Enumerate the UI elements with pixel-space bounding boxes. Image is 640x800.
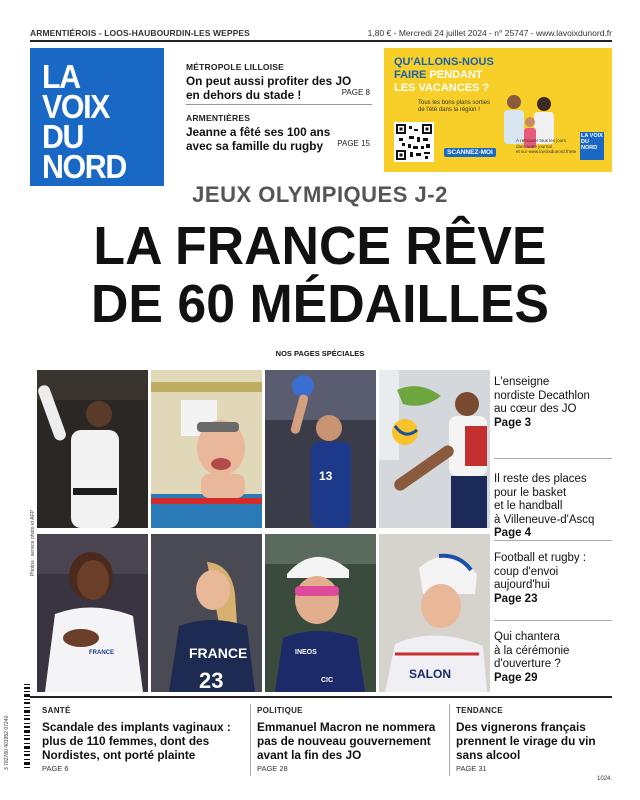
bottom-title-line: Emmanuel Macron ne nommera	[257, 720, 436, 734]
qr-code[interactable]	[394, 122, 434, 162]
promo-find-line: dans votre journal	[516, 143, 552, 149]
side-item-line: Football et rugby :	[494, 552, 587, 564]
photo-volleyball[interactable]	[379, 370, 490, 528]
bottom-title-line: Des vignerons français	[456, 720, 586, 734]
bottom-column-divider	[449, 704, 450, 776]
issue-info: 1,80 € - Mercredi 24 juillet 2024 - n° 25747 - www.lavoixdunord.fr	[367, 28, 612, 38]
promo-subtitle-line: Tous les bons plans sorties	[418, 100, 491, 106]
side-item-football-rugby[interactable]	[494, 552, 612, 605]
side-item-ceremony[interactable]	[494, 631, 612, 684]
side-divider	[494, 540, 612, 541]
track-cyclist-figure	[379, 534, 490, 692]
side-item-line: aujourd'hui	[494, 579, 550, 591]
logo-word-la: LA	[42, 58, 80, 95]
photo-track-cyclist[interactable]	[379, 534, 490, 692]
promo-title-highlight: PENDANT	[429, 69, 483, 81]
side-item-page: Page 23	[494, 592, 538, 605]
bottom-story-sante[interactable]	[42, 706, 232, 773]
bottom-title-line: prennent le virage du vin	[456, 734, 596, 748]
side-item-page: Page 4	[494, 527, 532, 539]
side-item-page: Page 3	[494, 416, 532, 429]
side-item-line: nordiste Decathlon	[494, 389, 590, 402]
promo-title-line: QU'ALLONS-NOUS	[394, 56, 494, 68]
promo-underline	[384, 168, 612, 172]
bottom-kicker: POLITIQUE	[257, 706, 303, 715]
bottom-title-line: sans alcool	[456, 748, 521, 762]
teaser-title-line: Jeanne a fêté ses 100 ans	[186, 125, 331, 139]
bottom-page: PAGE 6	[42, 764, 69, 773]
judo-woman-figure	[37, 534, 148, 692]
salon-text: SALON	[409, 667, 451, 681]
teaser-page: PAGE 8	[341, 88, 370, 97]
teaser-divider	[186, 104, 372, 105]
bottom-title-line: Nordistes, ont porté plainte	[42, 748, 196, 762]
barcode-number: 3 782780 401952 07240	[4, 715, 10, 770]
photo-swimmer[interactable]	[151, 370, 262, 528]
side-item-line: Il reste des places	[494, 473, 587, 485]
photo-cyclist[interactable]	[265, 534, 376, 692]
jersey-number-13: 13	[319, 469, 333, 483]
judo-figure	[37, 370, 148, 528]
side-item-decathlon[interactable]	[494, 376, 612, 429]
bottom-kicker: TENDANCE	[456, 706, 503, 715]
bottom-story-politique[interactable]	[257, 706, 447, 773]
side-item-page: Page 29	[494, 671, 538, 684]
edition-label: ARMENTIÉROIS - LOOS-HAUBOURDIN-LES WEPPES	[30, 28, 250, 38]
promo-subtitle-line: de l'été dans la région !	[418, 107, 480, 113]
cyclist-figure	[265, 534, 376, 692]
photo-judo-woman[interactable]	[37, 534, 148, 692]
judo-gi-text: FRANCE	[89, 650, 114, 656]
bottom-kicker: SANTÉ	[42, 706, 71, 715]
side-item-line: L'enseigne	[494, 376, 550, 388]
jersey-number-23: 23	[199, 668, 224, 692]
promo-title-part: FAIRE	[394, 69, 430, 81]
special-pages-label: NOS PAGES SPÉCIALES	[275, 349, 365, 358]
teaser-kicker: MÉTROPOLE LILLOISE	[186, 62, 285, 72]
promo-find-line: et sur www.lavoixdunord.fr/ete	[516, 149, 577, 154]
bottom-title-line: avant la fin des JO	[257, 748, 362, 762]
logo-word-voix: VOIX	[42, 88, 110, 125]
bottom-title-line: plus de 110 femmes, dont des	[42, 734, 210, 748]
promo-title-line: LES VACANCES ?	[394, 82, 490, 94]
logo-word-du: DU	[42, 118, 84, 155]
bottom-page: PAGE 31	[456, 764, 487, 773]
top-info-bar	[30, 26, 612, 42]
teaser-title-line: avec sa famille du rugby	[186, 139, 324, 153]
bottom-title-line: pas de nouveau gouvernement	[257, 734, 431, 748]
edition-code: 1024.	[596, 776, 612, 782]
basketball-figure	[151, 534, 262, 692]
promo-find-line: À retrouver tous les jours	[516, 138, 567, 143]
scan-me-label: SCANNEZ-MOI	[444, 148, 496, 157]
side-item-line: Qui chantera	[494, 631, 560, 643]
photo-judo-teddy-riner[interactable]	[37, 370, 148, 528]
promo-find-text	[516, 138, 580, 155]
side-divider	[494, 458, 612, 459]
teaser-title-line: en dehors du stade !	[186, 88, 302, 102]
olympics-kicker: JEUX OLYMPIQUES J-2	[192, 182, 448, 207]
handball-figure	[265, 370, 376, 528]
jersey-france: FRANCE	[189, 645, 248, 661]
teaser-metropole[interactable]	[186, 62, 372, 102]
teaser-armentieres[interactable]	[186, 113, 372, 153]
bottom-title-line: Scandale des implants vaginaux :	[42, 720, 231, 734]
side-item-line: à Villeneuve-d'Ascq	[494, 513, 595, 526]
promo-title	[394, 56, 494, 95]
promo-title-line	[394, 69, 494, 82]
side-item-line: pour le basket	[494, 486, 567, 499]
barcode-icon	[18, 682, 30, 770]
teaser-kicker: ARMENTIÈRES	[186, 113, 251, 123]
side-item-line: à la cérémonie	[494, 644, 570, 657]
volleyball-figure	[379, 370, 490, 528]
photo-credit: Photos : service photo et AFP	[30, 510, 36, 576]
side-item-line: et le handball	[494, 500, 563, 512]
photo-handball[interactable]	[265, 370, 376, 528]
side-item-basket-handball[interactable]	[494, 473, 612, 539]
photo-basketball[interactable]	[151, 534, 262, 692]
teaser-page: PAGE 15	[337, 139, 370, 148]
bottom-page: PAGE 28	[257, 764, 288, 773]
mini-logo: LA VOIX DU NORD	[580, 132, 604, 160]
bottom-divider	[30, 696, 612, 698]
bottom-column-divider	[250, 704, 251, 776]
teaser-title-line: On peut aussi profiter des JO	[186, 74, 352, 88]
summer-promo-box[interactable]	[384, 48, 612, 168]
ineos-text: INEOS	[295, 649, 317, 656]
bottom-story-tendance[interactable]	[456, 706, 612, 773]
main-headline-line2[interactable]: DE 60 MÉDAILLES	[90, 274, 550, 334]
side-item-line: d'ouverture ?	[494, 658, 561, 670]
side-item-line: coup d'envoi	[494, 565, 559, 578]
main-headline-line1[interactable]: LA FRANCE RÊVE	[93, 216, 547, 276]
logo-word-nord: NORD	[42, 148, 126, 185]
side-divider	[494, 620, 612, 621]
swimmer-figure	[151, 370, 262, 528]
newspaper-logo[interactable]	[30, 48, 164, 186]
cic-text: CIC	[321, 677, 334, 684]
side-item-line: au cœur des JO	[494, 403, 577, 415]
